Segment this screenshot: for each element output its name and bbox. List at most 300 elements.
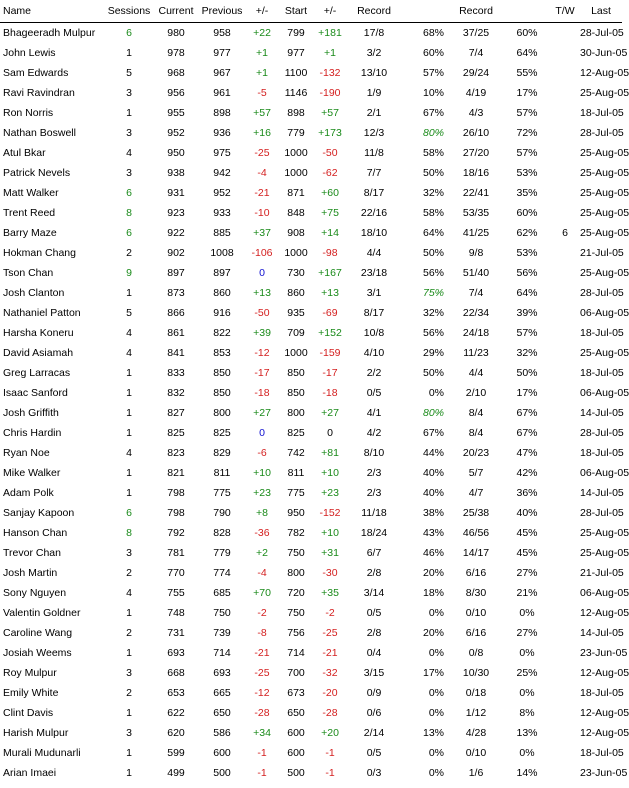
change-start-cell: -17 — [322, 367, 338, 379]
pct-total-cell: 55% — [516, 67, 538, 79]
start-cell: 730 — [287, 267, 305, 279]
current-cell: 693 — [167, 647, 185, 659]
change-start-cell: -132 — [319, 67, 341, 79]
change-cell: -36 — [254, 527, 270, 539]
table-row — [0, 363, 622, 383]
change-cell: -2 — [257, 607, 267, 619]
sessions-cell: 1 — [126, 607, 132, 619]
previous-cell: 739 — [213, 627, 231, 639]
name: Adam Polk — [3, 487, 54, 499]
record-cell: 2/8 — [366, 567, 382, 579]
start-cell: 600 — [287, 727, 305, 739]
last-cell: 25-Aug-05 — [580, 187, 629, 199]
record-total-cell: 8/30 — [465, 587, 487, 599]
start-cell: 714 — [287, 647, 305, 659]
previous-cell: 828 — [213, 527, 231, 539]
change-cell: -1 — [257, 767, 267, 779]
current-cell: 922 — [167, 227, 185, 239]
table-row — [0, 203, 622, 223]
table-row — [0, 723, 622, 743]
pct-total-cell: 57% — [516, 107, 538, 119]
record-total-cell: 7/4 — [468, 287, 484, 299]
start-cell: 756 — [287, 627, 305, 639]
previous-cell: 897 — [213, 267, 231, 279]
pct-cell: 0% — [428, 607, 444, 619]
change-cell: +70 — [253, 587, 271, 599]
change-cell: -18 — [254, 387, 270, 399]
pct-total-cell: 40% — [516, 507, 538, 519]
pct-total-cell: 45% — [516, 527, 538, 539]
previous-cell: 790 — [213, 507, 231, 519]
last-cell: 21-Jul-05 — [580, 247, 624, 259]
last-cell: 28-Jul-05 — [580, 507, 624, 519]
start-cell: 850 — [287, 367, 305, 379]
record-total-cell: 10/30 — [462, 667, 490, 679]
change-start-cell: -190 — [319, 87, 341, 99]
col-header-change: +/- — [246, 0, 278, 23]
sessions-cell: 1 — [126, 707, 132, 719]
pct-cell: 0% — [428, 767, 444, 779]
table-row — [0, 683, 622, 703]
current-cell: 599 — [167, 747, 185, 759]
record-total-cell: 4/3 — [468, 107, 484, 119]
current-cell: 499 — [167, 767, 185, 779]
sessions-cell: 2 — [126, 247, 132, 259]
record-total-cell: 29/24 — [462, 67, 490, 79]
change-cell: -1 — [257, 747, 267, 759]
pct-cell: 75% — [422, 287, 444, 299]
start-cell: 673 — [287, 687, 305, 699]
table-row — [0, 23, 622, 44]
tw-cell — [550, 103, 580, 123]
tw-cell — [550, 263, 580, 283]
change-cell: -5 — [257, 87, 267, 99]
previous-cell: 952 — [213, 187, 231, 199]
change-start-cell: +20 — [321, 727, 339, 739]
start-cell: 825 — [287, 427, 305, 439]
pct-total-cell: 67% — [516, 407, 538, 419]
start-cell: 800 — [287, 567, 305, 579]
pct-cell: 58% — [422, 147, 444, 159]
tw-cell — [550, 23, 580, 44]
record-cell: 0/5 — [366, 387, 382, 399]
sessions-cell: 4 — [126, 147, 132, 159]
pct-total-cell: 0% — [519, 747, 535, 759]
record-total-cell: 51/40 — [462, 267, 490, 279]
change-cell: +1 — [256, 47, 268, 59]
tw-cell — [550, 343, 580, 363]
start-cell: 1000 — [284, 347, 308, 359]
previous-cell: 693 — [213, 667, 231, 679]
col-header-record-total: Record — [448, 0, 504, 23]
change-start-cell: +173 — [318, 127, 342, 139]
last-cell: 25-Aug-05 — [580, 207, 629, 219]
table-row — [0, 403, 622, 423]
record-total-cell: 7/4 — [468, 47, 484, 59]
change-cell: -21 — [254, 187, 270, 199]
header-row — [0, 0, 622, 23]
tw-cell — [550, 203, 580, 223]
start-cell: 908 — [287, 227, 305, 239]
pct-total-cell: 35% — [516, 187, 538, 199]
change-cell: +1 — [256, 67, 268, 79]
name: Josiah Weems — [3, 647, 72, 659]
last-cell: 30-Jun-05 — [580, 47, 628, 59]
current-cell: 978 — [167, 47, 185, 59]
last-cell: 18-Jul-05 — [580, 447, 624, 459]
change-start-cell: -62 — [322, 167, 338, 179]
current-cell: 923 — [167, 207, 185, 219]
table-row — [0, 143, 622, 163]
table-row — [0, 243, 622, 263]
start-cell: 1100 — [284, 67, 308, 79]
pct-total-cell: 17% — [516, 87, 538, 99]
col-header-current: Current — [154, 0, 198, 23]
record-total-cell: 4/28 — [465, 727, 487, 739]
change-start-cell: -32 — [322, 667, 338, 679]
table-row — [0, 523, 622, 543]
pct-cell: 32% — [422, 307, 444, 319]
current-cell: 841 — [167, 347, 185, 359]
record-total-cell: 26/10 — [462, 127, 490, 139]
current-cell: 902 — [167, 247, 185, 259]
start-cell: 871 — [287, 187, 305, 199]
sessions-cell: 2 — [126, 627, 132, 639]
col-header-change-start: +/- — [314, 0, 346, 23]
sessions-cell: 1 — [126, 367, 132, 379]
record-cell: 8/10 — [363, 447, 385, 459]
pct-cell: 50% — [422, 167, 444, 179]
record-cell: 23/18 — [360, 267, 388, 279]
pct-cell: 0% — [428, 647, 444, 659]
current-cell: 620 — [167, 727, 185, 739]
pct-total-cell: 13% — [516, 727, 538, 739]
table-row — [0, 163, 622, 183]
pct-total-cell: 64% — [516, 47, 538, 59]
current-cell: 873 — [167, 287, 185, 299]
previous-cell: 650 — [213, 707, 231, 719]
change-start-cell: -69 — [322, 307, 338, 319]
tw-cell — [550, 283, 580, 303]
pct-cell: 20% — [422, 567, 444, 579]
sessions-cell: 1 — [126, 647, 132, 659]
table-row — [0, 443, 622, 463]
record-total-cell: 1/12 — [465, 707, 487, 719]
record-total-cell: 8/4 — [468, 407, 484, 419]
record-total-cell: 4/19 — [465, 87, 487, 99]
last-cell: 06-Aug-05 — [580, 467, 629, 479]
sessions-cell: 9 — [126, 267, 132, 279]
tw-cell — [550, 383, 580, 403]
last-cell: 28-Jul-05 — [580, 27, 624, 39]
tw-cell — [550, 163, 580, 183]
record-cell: 0/5 — [366, 747, 382, 759]
change-cell: -6 — [257, 447, 267, 459]
pct-total-cell: 27% — [516, 627, 538, 639]
record-cell: 13/10 — [360, 67, 388, 79]
record-total-cell: 6/16 — [465, 567, 487, 579]
change-start-cell: -50 — [322, 147, 338, 159]
record-cell: 2/14 — [363, 727, 385, 739]
start-cell: 935 — [287, 307, 305, 319]
pct-total-cell: 27% — [516, 567, 538, 579]
pct-cell: 10% — [422, 87, 444, 99]
last-cell: 12-Aug-05 — [580, 667, 629, 679]
pct-cell: 57% — [422, 67, 444, 79]
current-cell: 832 — [167, 387, 185, 399]
tw-cell — [550, 723, 580, 743]
previous-cell: 977 — [213, 47, 231, 59]
current-cell: 968 — [167, 67, 185, 79]
pct-cell: 67% — [422, 107, 444, 119]
previous-cell: 958 — [213, 27, 231, 39]
record-cell: 0/4 — [366, 647, 382, 659]
name: Harish Mulpur — [3, 727, 69, 739]
pct-cell: 60% — [422, 47, 444, 59]
pct-cell: 0% — [428, 707, 444, 719]
table-row — [0, 623, 622, 643]
table-row — [0, 263, 622, 283]
sessions-cell: 1 — [126, 407, 132, 419]
change-start-cell: -159 — [319, 347, 341, 359]
table-row — [0, 223, 622, 243]
pct-cell: 18% — [422, 587, 444, 599]
last-cell: 28-Jul-05 — [580, 287, 624, 299]
record-cell: 2/2 — [366, 367, 382, 379]
table-row — [0, 543, 622, 563]
previous-cell: 685 — [213, 587, 231, 599]
previous-cell: 750 — [213, 607, 231, 619]
last-cell: 06-Aug-05 — [580, 587, 629, 599]
record-cell: 3/14 — [363, 587, 385, 599]
col-header-sessions: Sessions — [104, 0, 154, 23]
name: Barry Maze — [3, 227, 57, 239]
name: Isaac Sanford — [3, 387, 68, 399]
start-cell: 811 — [287, 467, 305, 479]
current-cell: 823 — [167, 447, 185, 459]
table-row — [0, 83, 622, 103]
tw-cell — [550, 583, 580, 603]
last-cell: 18-Jul-05 — [580, 687, 624, 699]
sessions-cell: 1 — [126, 747, 132, 759]
table-row — [0, 283, 622, 303]
current-cell: 798 — [167, 487, 185, 499]
tw-cell — [550, 363, 580, 383]
pct-cell: 20% — [422, 627, 444, 639]
record-cell: 22/16 — [360, 207, 388, 219]
name: Trent Reed — [3, 207, 56, 219]
previous-cell: 811 — [213, 467, 231, 479]
sessions-cell: 6 — [126, 507, 132, 519]
current-cell: 952 — [167, 127, 185, 139]
change-cell: +34 — [253, 727, 271, 739]
tw-cell — [550, 603, 580, 623]
last-cell: 14-Jul-05 — [580, 627, 624, 639]
start-cell: 1000 — [284, 147, 308, 159]
change-cell: -12 — [254, 687, 270, 699]
change-cell: -28 — [254, 707, 270, 719]
last-cell: 18-Jul-05 — [580, 327, 624, 339]
pct-total-cell: 0% — [519, 607, 535, 619]
name: Bhageeradh Mulpur — [3, 27, 96, 39]
change-start-cell: +31 — [321, 547, 339, 559]
pct-total-cell: 53% — [516, 247, 538, 259]
tw-cell — [550, 463, 580, 483]
current-cell: 866 — [167, 307, 185, 319]
col-header-start: Start — [278, 0, 314, 23]
change-start-cell: +35 — [321, 587, 339, 599]
sessions-cell: 2 — [126, 687, 132, 699]
tw-cell — [550, 763, 580, 783]
last-cell: 21-Jul-05 — [580, 567, 624, 579]
table-row — [0, 483, 622, 503]
last-cell: 25-Aug-05 — [580, 347, 629, 359]
start-cell: 700 — [287, 667, 305, 679]
pct-cell: 13% — [422, 727, 444, 739]
pct-total-cell: 0% — [519, 647, 535, 659]
last-cell: 25-Aug-05 — [580, 527, 629, 539]
start-cell: 500 — [287, 767, 305, 779]
previous-cell: 825 — [213, 427, 231, 439]
change-cell: +13 — [253, 287, 271, 299]
name: Hokman Chang — [3, 247, 76, 259]
start-cell: 720 — [287, 587, 305, 599]
pct-cell: 43% — [422, 527, 444, 539]
name: Nathaniel Patton — [3, 307, 81, 319]
tw-cell — [550, 523, 580, 543]
pct-total-cell: 45% — [516, 547, 538, 559]
record-cell: 2/3 — [366, 467, 382, 479]
previous-cell: 586 — [213, 727, 231, 739]
previous-cell: 885 — [213, 227, 231, 239]
tw-cell — [550, 443, 580, 463]
name: David Asiamah — [3, 347, 74, 359]
pct-total-cell: 64% — [516, 287, 538, 299]
col-header-pct — [402, 0, 448, 23]
start-cell: 742 — [287, 447, 305, 459]
change-start-cell: +60 — [321, 187, 339, 199]
tw-cell — [550, 483, 580, 503]
change-start-cell: -2 — [325, 607, 335, 619]
record-cell: 3/15 — [363, 667, 385, 679]
sessions-cell: 2 — [126, 567, 132, 579]
change-start-cell: -28 — [322, 707, 338, 719]
pct-cell: 80% — [422, 407, 444, 419]
table-row — [0, 183, 622, 203]
last-cell: 14-Jul-05 — [580, 487, 624, 499]
name: Harsha Koneru — [3, 327, 74, 339]
table-row — [0, 763, 622, 783]
change-cell: -12 — [254, 347, 270, 359]
change-start-cell: -18 — [322, 387, 338, 399]
tw-cell — [550, 503, 580, 523]
name: Clint Davis — [3, 707, 54, 719]
tw-cell — [550, 423, 580, 443]
change-start-cell: +1 — [324, 47, 336, 59]
record-total-cell: 22/34 — [462, 307, 490, 319]
sessions-cell: 1 — [126, 767, 132, 779]
previous-cell: 829 — [213, 447, 231, 459]
start-cell: 799 — [287, 27, 305, 39]
change-cell: +22 — [253, 27, 271, 39]
current-cell: 980 — [167, 27, 185, 39]
record-cell: 1/9 — [366, 87, 382, 99]
current-cell: 955 — [167, 107, 185, 119]
change-start-cell: -98 — [322, 247, 338, 259]
previous-cell: 916 — [213, 307, 231, 319]
table-row — [0, 703, 622, 723]
name: Arian Imaei — [3, 767, 57, 779]
record-cell: 2/1 — [366, 107, 382, 119]
name: Josh Griffith — [3, 407, 59, 419]
previous-cell: 774 — [213, 567, 231, 579]
name: Roy Mulpur — [3, 667, 57, 679]
name: Murali Mudunarli — [3, 747, 81, 759]
previous-cell: 822 — [213, 327, 231, 339]
start-cell: 750 — [287, 607, 305, 619]
start-cell: 977 — [287, 47, 305, 59]
previous-cell: 975 — [213, 147, 231, 159]
tw-cell — [550, 563, 580, 583]
current-cell: 827 — [167, 407, 185, 419]
current-cell: 798 — [167, 507, 185, 519]
last-cell: 23-Jun-05 — [580, 647, 628, 659]
change-cell: +16 — [253, 127, 271, 139]
previous-cell: 800 — [213, 407, 231, 419]
change-cell: -25 — [254, 667, 270, 679]
current-cell: 897 — [167, 267, 185, 279]
name: Trevor Chan — [3, 547, 61, 559]
record-total-cell: 37/25 — [462, 27, 490, 39]
record-cell: 17/8 — [363, 27, 385, 39]
start-cell: 950 — [287, 507, 305, 519]
record-cell: 0/6 — [366, 707, 382, 719]
name: Sam Edwards — [3, 67, 69, 79]
tw-cell — [550, 643, 580, 663]
change-start-cell: +10 — [321, 527, 339, 539]
table-row — [0, 463, 622, 483]
pct-total-cell: 53% — [516, 167, 538, 179]
current-cell: 825 — [167, 427, 185, 439]
sessions-cell: 4 — [126, 327, 132, 339]
pct-cell: 68% — [422, 27, 444, 39]
record-total-cell: 18/16 — [462, 167, 490, 179]
last-cell: 25-Aug-05 — [580, 227, 629, 239]
record-total-cell: 25/38 — [462, 507, 490, 519]
pct-total-cell: 62% — [516, 227, 538, 239]
start-cell: 800 — [287, 407, 305, 419]
record-total-cell: 14/17 — [462, 547, 490, 559]
change-cell: -21 — [254, 647, 270, 659]
name: Atul Bkar — [3, 147, 46, 159]
record-total-cell: 4/7 — [468, 487, 484, 499]
record-cell: 6/7 — [366, 547, 382, 559]
start-cell: 750 — [287, 547, 305, 559]
change-cell: +23 — [253, 487, 271, 499]
pct-cell: 0% — [428, 687, 444, 699]
pct-total-cell: 72% — [516, 127, 538, 139]
last-cell: 12-Aug-05 — [580, 67, 629, 79]
tw-cell — [550, 683, 580, 703]
change-start-cell: 0 — [327, 427, 333, 439]
current-cell: 622 — [167, 707, 185, 719]
name: Sanjay Kapoon — [3, 507, 75, 519]
change-cell: -4 — [257, 567, 267, 579]
name: Sony Nguyen — [3, 587, 67, 599]
pct-cell: 17% — [422, 667, 444, 679]
previous-cell: 850 — [213, 387, 231, 399]
table-row — [0, 583, 622, 603]
